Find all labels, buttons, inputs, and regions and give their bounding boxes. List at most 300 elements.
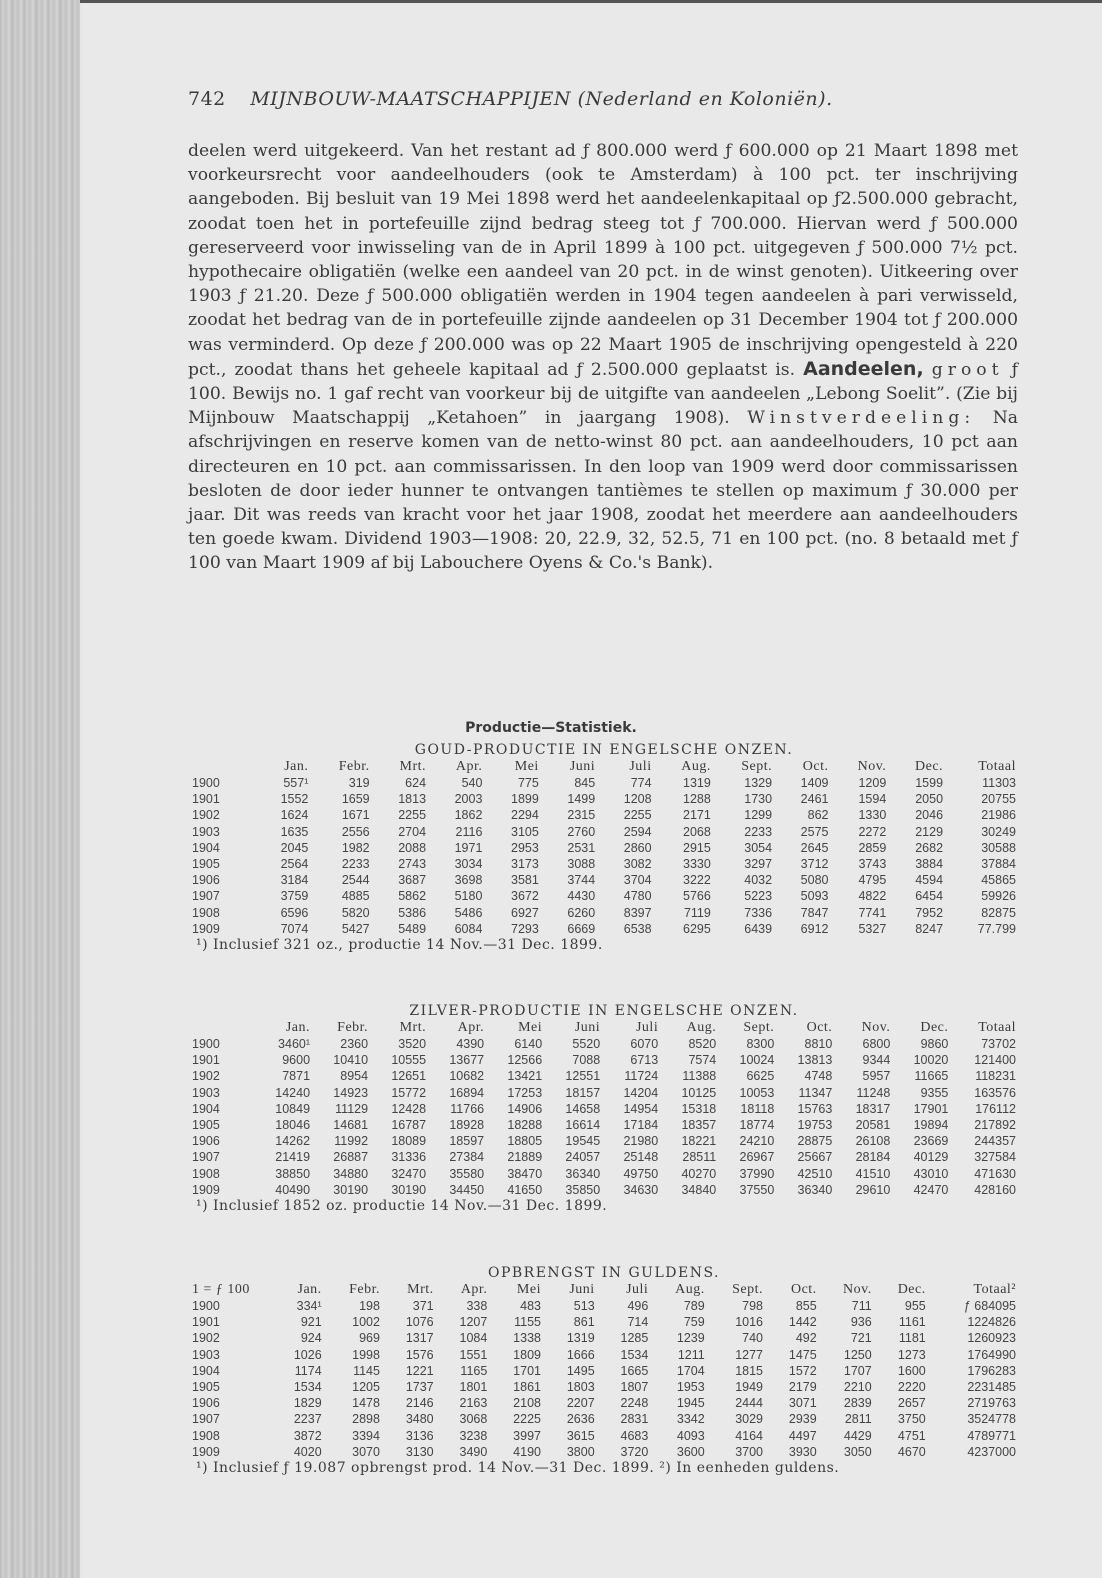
value-cell: 11766 bbox=[450, 1101, 485, 1116]
value-cell: 30588 bbox=[981, 840, 1016, 855]
value-cell: 11248 bbox=[856, 1085, 891, 1100]
value-cell: 969 bbox=[359, 1331, 380, 1346]
value-cell: 3712 bbox=[800, 857, 829, 872]
value-cell: 861 bbox=[573, 1315, 595, 1330]
value-cell: 4789771 bbox=[967, 1428, 1016, 1443]
col-dec: Dec. bbox=[897, 1282, 926, 1297]
value-cell: 4683 bbox=[620, 1428, 649, 1443]
value-cell: 9355 bbox=[920, 1085, 949, 1100]
value-cell: 5486 bbox=[454, 905, 483, 920]
value-cell: 3130 bbox=[405, 1444, 434, 1459]
statistics-heading: Productie—Statistiek. bbox=[465, 720, 637, 736]
value-cell: 20755 bbox=[981, 792, 1016, 807]
table-row bbox=[188, 921, 1020, 937]
value-cell: 11129 bbox=[335, 1101, 369, 1116]
value-cell: 3394 bbox=[352, 1428, 380, 1443]
value-cell: 18288 bbox=[507, 1118, 543, 1133]
col-mei: Mei bbox=[518, 1020, 543, 1035]
value-cell: 19545 bbox=[565, 1134, 601, 1149]
value-cell: 2719763 bbox=[967, 1396, 1016, 1411]
value-cell: 624 bbox=[405, 776, 427, 791]
value-cell: 775 bbox=[517, 776, 539, 791]
value-cell: 3759 bbox=[280, 889, 309, 904]
value-cell: 18089 bbox=[391, 1134, 427, 1149]
value-cell: ƒ 684095 bbox=[963, 1299, 1016, 1314]
year-cell: 1904 bbox=[192, 1101, 220, 1116]
value-cell: 3105 bbox=[511, 824, 539, 839]
value-cell: 7074 bbox=[280, 921, 309, 936]
value-cell: 1971 bbox=[454, 840, 483, 855]
value-cell: 13421 bbox=[507, 1069, 543, 1084]
col-jan: Jan. bbox=[297, 1282, 322, 1297]
value-cell: 471630 bbox=[974, 1166, 1016, 1181]
value-cell: 2231485 bbox=[967, 1380, 1016, 1395]
year-cell: 1900 bbox=[192, 1037, 220, 1052]
value-cell: 5080 bbox=[800, 873, 829, 888]
value-cell: 8520 bbox=[688, 1037, 717, 1052]
value-cell: 36340 bbox=[797, 1182, 833, 1197]
value-cell: 3750 bbox=[897, 1412, 926, 1427]
value-cell: 6912 bbox=[800, 921, 829, 936]
value-cell: 11347 bbox=[798, 1085, 833, 1100]
value-cell: 6140 bbox=[514, 1037, 543, 1052]
value-cell: 4390 bbox=[456, 1037, 485, 1052]
value-cell: 513 bbox=[573, 1299, 595, 1314]
value-cell: 12566 bbox=[507, 1053, 543, 1068]
value-cell: 721 bbox=[850, 1331, 872, 1346]
value-cell: 9860 bbox=[920, 1037, 949, 1052]
value-cell: 4748 bbox=[804, 1069, 833, 1084]
table-row bbox=[188, 888, 1020, 904]
value-cell: 13813 bbox=[797, 1053, 833, 1068]
value-cell: 217892 bbox=[974, 1118, 1016, 1133]
year-cell: 1902 bbox=[192, 1331, 220, 1346]
value-cell: 12428 bbox=[391, 1101, 427, 1116]
value-cell: 18928 bbox=[449, 1118, 485, 1133]
value-cell: 18046 bbox=[275, 1118, 311, 1133]
value-cell: 3222 bbox=[683, 873, 711, 888]
table-row bbox=[188, 1444, 1020, 1460]
value-cell: 40270 bbox=[681, 1166, 717, 1181]
value-cell: 5180 bbox=[454, 889, 483, 904]
value-cell: 2898 bbox=[352, 1412, 380, 1427]
value-cell: 1084 bbox=[459, 1331, 488, 1346]
value-cell: 5093 bbox=[800, 889, 829, 904]
value-cell: 7119 bbox=[683, 905, 711, 920]
value-cell: 1659 bbox=[341, 792, 370, 807]
value-cell: 798 bbox=[742, 1299, 764, 1314]
corner-cell bbox=[188, 759, 256, 775]
value-cell: 1317 bbox=[405, 1331, 434, 1346]
value-cell: 3070 bbox=[352, 1444, 380, 1459]
year-cell: 1909 bbox=[192, 921, 220, 936]
value-cell: 1239 bbox=[676, 1331, 705, 1346]
table-row bbox=[188, 1347, 1020, 1363]
value-cell: 1499 bbox=[567, 792, 596, 807]
value-cell: 42510 bbox=[797, 1166, 833, 1181]
value-cell: 2116 bbox=[455, 824, 483, 839]
value-cell: 35580 bbox=[449, 1166, 485, 1181]
value-cell: 6713 bbox=[630, 1053, 659, 1068]
value-cell: 2179 bbox=[788, 1380, 817, 1395]
value-cell: 5520 bbox=[572, 1037, 601, 1052]
value-cell: 1174 bbox=[294, 1363, 322, 1378]
value-cell: 1862 bbox=[454, 808, 483, 823]
value-cell: 1665 bbox=[620, 1363, 649, 1378]
value-cell: 10024 bbox=[739, 1053, 775, 1068]
value-cell: 24210 bbox=[739, 1134, 775, 1149]
col-feb: Febr. bbox=[349, 1282, 380, 1297]
value-cell: 5862 bbox=[398, 889, 427, 904]
value-cell: 10849 bbox=[275, 1101, 311, 1116]
value-cell: 3034 bbox=[454, 857, 483, 872]
running-header bbox=[188, 88, 833, 110]
table-row bbox=[188, 1133, 1020, 1149]
value-cell: 3800 bbox=[566, 1444, 595, 1459]
value-cell: 3872 bbox=[293, 1428, 322, 1443]
value-cell: 1949 bbox=[735, 1380, 764, 1395]
value-cell: 3460¹ bbox=[278, 1037, 311, 1052]
table-row bbox=[188, 1068, 1020, 1084]
col-mei: Mei bbox=[516, 1282, 541, 1297]
value-cell: 6625 bbox=[746, 1069, 775, 1084]
value-cell: 11665 bbox=[914, 1069, 949, 1084]
table-row bbox=[188, 1428, 1020, 1444]
value-cell: 35850 bbox=[565, 1182, 601, 1197]
value-cell: 1861 bbox=[513, 1380, 541, 1395]
value-cell: 2045 bbox=[280, 840, 309, 855]
value-cell: 37990 bbox=[739, 1166, 775, 1181]
value-cell: 37550 bbox=[739, 1182, 775, 1197]
value-cell: 1319 bbox=[566, 1331, 595, 1346]
value-cell: 10020 bbox=[913, 1053, 949, 1068]
value-cell: 3997 bbox=[513, 1428, 541, 1443]
value-cell: 1551 bbox=[459, 1347, 488, 1362]
value-cell: 327584 bbox=[974, 1150, 1016, 1165]
value-cell: 1982 bbox=[341, 840, 370, 855]
col-oct: Oct. bbox=[806, 1020, 833, 1035]
value-cell: 18221 bbox=[681, 1134, 717, 1149]
value-cell: 2207 bbox=[566, 1396, 595, 1411]
value-cell: 2129 bbox=[915, 824, 944, 839]
value-cell: 3490 bbox=[459, 1444, 488, 1459]
year-cell: 1903 bbox=[192, 1347, 220, 1362]
col-juni: Juni bbox=[569, 1282, 595, 1297]
value-cell: 2953 bbox=[511, 840, 539, 855]
value-cell: 3700 bbox=[735, 1444, 764, 1459]
value-cell: 118231 bbox=[975, 1069, 1016, 1084]
value-cell: 2704 bbox=[398, 824, 427, 839]
value-cell: 2210 bbox=[843, 1380, 872, 1395]
value-cell: 1635 bbox=[280, 824, 309, 839]
value-cell: 49750 bbox=[623, 1166, 659, 1181]
silver-table-caption: ZILVER-PRODUCTIE IN ENGELSCHE ONZEN. bbox=[409, 1003, 799, 1019]
value-cell: 18357 bbox=[681, 1118, 717, 1133]
value-cell: 4032 bbox=[744, 873, 773, 888]
value-cell: 2068 bbox=[683, 824, 711, 839]
value-cell: 4429 bbox=[843, 1428, 872, 1443]
table-row bbox=[188, 1085, 1020, 1101]
col-mrt: Mrt. bbox=[399, 759, 427, 774]
value-cell: 8300 bbox=[746, 1037, 775, 1052]
gold-header-row bbox=[188, 759, 1020, 775]
value-cell: 774 bbox=[630, 776, 652, 791]
value-cell: 3698 bbox=[454, 873, 483, 888]
value-cell: 3173 bbox=[511, 857, 539, 872]
value-cell: 30190 bbox=[333, 1182, 369, 1197]
value-cell: 1209 bbox=[858, 776, 887, 791]
value-cell: 1277 bbox=[735, 1347, 764, 1362]
value-cell: 5327 bbox=[858, 921, 887, 936]
value-cell: 1495 bbox=[566, 1363, 595, 1378]
year-cell: 1908 bbox=[192, 905, 220, 920]
value-cell: 2682 bbox=[915, 840, 944, 855]
value-cell: 921 bbox=[300, 1315, 322, 1330]
value-cell: 5957 bbox=[862, 1069, 891, 1084]
year-cell: 1902 bbox=[192, 1069, 220, 1084]
value-cell: 38470 bbox=[507, 1166, 543, 1181]
value-cell: 862 bbox=[807, 808, 829, 823]
value-cell: 10053 bbox=[739, 1085, 775, 1100]
col-apr: Apr. bbox=[457, 1020, 485, 1035]
value-cell: 14240 bbox=[275, 1085, 311, 1100]
value-cell: 34630 bbox=[623, 1182, 659, 1197]
value-cell: 26108 bbox=[855, 1134, 891, 1149]
value-cell: 3082 bbox=[623, 857, 652, 872]
value-cell: 10410 bbox=[333, 1053, 369, 1068]
share-nominal-value: ƒ 100. bbox=[188, 359, 1018, 405]
value-cell: 17901 bbox=[913, 1101, 949, 1116]
value-cell: 1299 bbox=[744, 808, 773, 823]
col-aug: Aug. bbox=[675, 1282, 705, 1297]
value-cell: 25148 bbox=[623, 1150, 659, 1165]
value-cell: 34450 bbox=[449, 1182, 485, 1197]
value-cell: 3342 bbox=[676, 1412, 705, 1427]
value-cell: 2272 bbox=[858, 824, 887, 839]
value-cell: 3480 bbox=[405, 1412, 434, 1427]
value-cell: 1624 bbox=[280, 808, 309, 823]
value-cell: 1221 bbox=[405, 1363, 434, 1378]
col-oct: Oct. bbox=[790, 1282, 817, 1297]
year-cell: 1908 bbox=[192, 1428, 220, 1443]
value-cell: 14681 bbox=[333, 1118, 369, 1133]
col-mrt: Mrt. bbox=[407, 1282, 434, 1297]
value-cell: 59926 bbox=[981, 889, 1016, 904]
value-cell: 28875 bbox=[797, 1134, 833, 1149]
value-cell: 936 bbox=[850, 1315, 872, 1330]
table-row bbox=[188, 1117, 1020, 1133]
value-cell: 2046 bbox=[915, 808, 944, 823]
value-cell: 6439 bbox=[744, 921, 773, 936]
value-cell: 5223 bbox=[744, 889, 773, 904]
value-cell: 1701 bbox=[513, 1363, 541, 1378]
table-row bbox=[188, 1379, 1020, 1395]
value-cell: 2636 bbox=[566, 1412, 595, 1427]
value-cell: 4237000 bbox=[967, 1444, 1016, 1459]
value-cell: 14658 bbox=[565, 1101, 601, 1116]
value-cell: 1576 bbox=[405, 1347, 434, 1362]
table-row bbox=[188, 1411, 1020, 1427]
value-cell: 5820 bbox=[341, 905, 370, 920]
value-cell: 3330 bbox=[683, 857, 711, 872]
value-cell: 1329 bbox=[744, 776, 773, 791]
col-jan: Jan. bbox=[285, 1020, 311, 1035]
value-cell: 14906 bbox=[507, 1101, 543, 1116]
year-cell: 1909 bbox=[192, 1444, 220, 1459]
table-row bbox=[188, 791, 1020, 807]
value-cell: 26967 bbox=[739, 1150, 775, 1165]
value-cell: 1319 bbox=[683, 776, 711, 791]
value-cell: 371 bbox=[412, 1299, 434, 1314]
value-cell: 2531 bbox=[567, 840, 596, 855]
section-subtitle: (Nederland en Koloniën). bbox=[577, 88, 833, 110]
value-cell: 1671 bbox=[341, 808, 370, 823]
table-row bbox=[188, 1166, 1020, 1182]
value-cell: 6596 bbox=[280, 905, 309, 920]
value-cell: 6454 bbox=[915, 889, 944, 904]
winstverdeeling-label: Winstverdeeling: bbox=[747, 408, 976, 429]
value-cell: 319 bbox=[348, 776, 370, 791]
aandeelen-label: Aandeelen, bbox=[803, 357, 924, 380]
value-cell: 2255 bbox=[623, 808, 652, 823]
year-cell: 1906 bbox=[192, 1134, 220, 1149]
value-cell: 10555 bbox=[391, 1053, 427, 1068]
value-cell: 1599 bbox=[915, 776, 944, 791]
value-cell: 1813 bbox=[398, 792, 427, 807]
value-cell: 1730 bbox=[744, 792, 773, 807]
value-cell: 5766 bbox=[683, 889, 711, 904]
value-cell: 6800 bbox=[862, 1037, 891, 1052]
value-cell: 4594 bbox=[915, 873, 944, 888]
value-cell: 30190 bbox=[391, 1182, 427, 1197]
unit-note: 1 = ƒ 100 bbox=[192, 1282, 250, 1297]
col-mrt: Mrt. bbox=[399, 1020, 427, 1035]
year-cell: 1905 bbox=[192, 857, 220, 872]
value-cell: 4093 bbox=[676, 1428, 705, 1443]
value-cell: 20581 bbox=[855, 1118, 891, 1133]
revenue-footnote: ¹) Inclusief ƒ 19.087 opbrengst prod. 14 Nov.—31 Dec. 1899. ²) In eenheden guldens. bbox=[196, 1459, 840, 1476]
value-cell: 4885 bbox=[341, 889, 370, 904]
value-cell: 711 bbox=[851, 1299, 872, 1314]
value-cell: 540 bbox=[461, 776, 483, 791]
value-cell: 30249 bbox=[981, 824, 1016, 839]
body-text bbox=[188, 139, 1018, 576]
value-cell: 4670 bbox=[897, 1444, 926, 1459]
value-cell: 1475 bbox=[788, 1347, 817, 1362]
table-row bbox=[188, 1101, 1020, 1117]
value-cell: 8247 bbox=[915, 921, 944, 936]
value-cell: 18805 bbox=[507, 1134, 543, 1149]
value-cell: 21419 bbox=[275, 1150, 311, 1165]
value-cell: 15763 bbox=[797, 1101, 833, 1116]
value-cell: 1165 bbox=[460, 1363, 488, 1378]
value-cell: 1815 bbox=[735, 1363, 764, 1378]
col-aug: Aug. bbox=[686, 1020, 717, 1035]
value-cell: 1285 bbox=[620, 1331, 649, 1346]
value-cell: 1016 bbox=[735, 1315, 764, 1330]
silver-production-table bbox=[188, 1003, 1020, 1215]
value-cell: 4497 bbox=[788, 1428, 817, 1443]
value-cell: 3136 bbox=[405, 1428, 434, 1443]
col-oct: Oct. bbox=[802, 759, 829, 774]
value-cell: 244357 bbox=[974, 1134, 1016, 1149]
table-row bbox=[188, 1395, 1020, 1411]
silver-header-row bbox=[188, 1020, 1020, 1036]
col-totaal: Totaal bbox=[978, 759, 1016, 774]
value-cell: 4020 bbox=[293, 1444, 322, 1459]
value-cell: 1409 bbox=[800, 776, 829, 791]
value-cell: 25667 bbox=[797, 1150, 833, 1165]
value-cell: 3068 bbox=[459, 1412, 488, 1427]
value-cell: 2255 bbox=[398, 808, 427, 823]
value-cell: 34840 bbox=[681, 1182, 717, 1197]
value-cell: 1250 bbox=[843, 1347, 872, 1362]
table-row bbox=[188, 840, 1020, 856]
value-cell: 24057 bbox=[565, 1150, 601, 1165]
year-cell: 1900 bbox=[192, 1299, 220, 1314]
value-cell: 36340 bbox=[565, 1166, 601, 1181]
table-row bbox=[188, 905, 1020, 921]
value-cell: 13677 bbox=[449, 1053, 485, 1068]
table-row bbox=[188, 1314, 1020, 1330]
value-cell: 2544 bbox=[341, 873, 370, 888]
value-cell: 789 bbox=[683, 1299, 705, 1314]
value-cell: 2315 bbox=[567, 808, 596, 823]
value-cell: 5427 bbox=[341, 921, 370, 936]
value-cell: 6084 bbox=[454, 921, 483, 936]
value-cell: 3884 bbox=[915, 857, 944, 872]
value-cell: 19753 bbox=[797, 1118, 833, 1133]
value-cell: 3297 bbox=[744, 857, 773, 872]
value-cell: 42470 bbox=[913, 1182, 949, 1197]
value-cell: 2860 bbox=[623, 840, 652, 855]
value-cell: 1707 bbox=[843, 1363, 872, 1378]
value-cell: 2003 bbox=[454, 792, 483, 807]
value-cell: 2461 bbox=[800, 792, 829, 807]
year-cell: 1906 bbox=[192, 1396, 220, 1411]
value-cell: 21889 bbox=[507, 1150, 543, 1165]
value-cell: 17184 bbox=[623, 1118, 659, 1133]
value-cell: 1273 bbox=[897, 1347, 926, 1362]
col-nov: Nov. bbox=[861, 1020, 891, 1035]
value-cell: 10125 bbox=[681, 1085, 717, 1100]
value-cell: 1953 bbox=[676, 1380, 705, 1395]
value-cell: 3238 bbox=[459, 1428, 488, 1443]
value-cell: 1737 bbox=[405, 1380, 434, 1395]
value-cell: 11724 bbox=[624, 1069, 659, 1084]
value-cell: 1801 bbox=[459, 1380, 488, 1395]
value-cell: 1161 bbox=[898, 1315, 926, 1330]
value-cell: 3704 bbox=[623, 873, 652, 888]
year-cell: 1901 bbox=[192, 792, 220, 807]
value-cell: 1594 bbox=[858, 792, 887, 807]
section-title: MIJNBOUW-MAATSCHAPPIJEN bbox=[250, 88, 572, 110]
value-cell: 2237 bbox=[293, 1412, 322, 1427]
value-cell: 18317 bbox=[855, 1101, 891, 1116]
value-cell: 7871 bbox=[282, 1069, 311, 1084]
value-cell: 40129 bbox=[913, 1150, 949, 1165]
value-cell: 2743 bbox=[398, 857, 427, 872]
table-row bbox=[188, 1330, 1020, 1346]
col-jan: Jan. bbox=[284, 759, 309, 774]
value-cell: 4430 bbox=[567, 889, 596, 904]
table-row bbox=[188, 824, 1020, 840]
revenue-table-caption: OPBRENGST IN GULDENS. bbox=[487, 1265, 720, 1281]
col-juli: Juli bbox=[629, 759, 652, 774]
col-sept: Sept. bbox=[743, 1020, 775, 1035]
page-number: 742 bbox=[188, 88, 226, 110]
value-cell: 11303 bbox=[982, 776, 1016, 791]
